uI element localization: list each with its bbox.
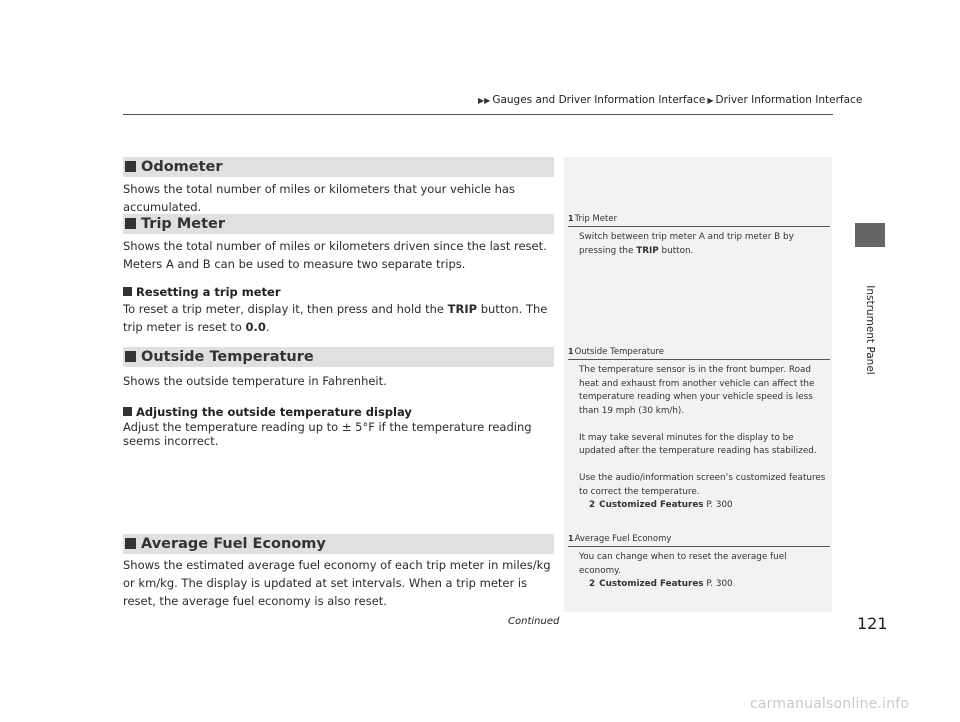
odometer-text: Shows the total number of miles or kilometers that your vehicle has accumulated. <box>123 182 515 214</box>
avg-fuel-text: Shows the estimated average fuel economy of each trip meter in miles/kg or km/kg. The display is updated at set intervals. When a trip meter is reset, the average fuel economy is also reset. <box>123 558 551 608</box>
square-bullet-icon <box>125 161 136 172</box>
adjusting-temp-text: Adjust the temperature reading up to ± 5°F if the temperature reading seems incorrect. <box>123 420 532 448</box>
subheading-adjusting-temp <box>123 405 412 419</box>
trip-button-label: TRIP <box>447 302 478 316</box>
square-bullet-icon <box>123 287 132 296</box>
note-title <box>568 347 830 360</box>
note-title-text: Average Fuel Economy <box>574 534 672 544</box>
note-body <box>568 547 830 592</box>
reference-arrow-icon: 2 <box>589 579 596 589</box>
text-segment: . <box>265 320 270 334</box>
reference-label: Customized Features <box>599 579 704 589</box>
heading-text: Trip Meter <box>141 216 226 232</box>
cross-reference-link[interactable] <box>579 578 830 592</box>
note-title-text: Outside Temperature <box>574 347 664 357</box>
note-body <box>568 360 830 513</box>
breadcrumb <box>476 94 862 106</box>
header-rule <box>123 114 833 115</box>
square-bullet-icon <box>123 407 132 416</box>
note-title <box>568 214 830 227</box>
outside-temp-text: Shows the outside temperature in Fahrenheit. <box>123 374 387 388</box>
note-title-text: Trip Meter <box>574 214 618 224</box>
text-segment: Use the audio/information screen’s customized features to correct the temperature. <box>579 473 826 497</box>
breadcrumb-part-2[interactable]: Driver Information Interface <box>715 94 863 106</box>
reference-page: P. 300 <box>706 579 733 589</box>
reference-arrow-icon: 2 <box>589 500 596 510</box>
text-segment: button. The trip meter is reset to <box>123 302 548 334</box>
square-bullet-icon <box>125 351 136 362</box>
text-segment: You can change when to reset the average fuel economy. <box>579 552 787 576</box>
heading-text: Average Fuel Economy <box>141 536 326 552</box>
reference-label: Customized Features <box>599 500 704 510</box>
continued-label: Continued <box>508 616 560 627</box>
text-segment: To reset a trip meter, display it, then press and hold the <box>123 302 444 316</box>
breadcrumb-part-1[interactable]: Gauges and Driver Information Interface <box>492 94 706 106</box>
section-heading-average-fuel-economy <box>123 534 554 554</box>
note-paragraph: The temperature sensor is in the front bumper. Road heat and exhaust from another vehicle can affect the temperature reading when your vehicle speed is less than 19 mph (30 km/h). <box>579 365 815 416</box>
reset-value: 0.0 <box>245 320 266 334</box>
heading-text: Outside Temperature <box>141 349 314 365</box>
note-outside-temperature <box>568 347 830 513</box>
note-marker-icon: 1 <box>568 534 574 543</box>
note-average-fuel-economy <box>568 534 830 592</box>
page-number: 121 <box>857 614 888 633</box>
square-bullet-icon <box>125 218 136 229</box>
heading-text: Odometer <box>141 159 223 175</box>
trip-button-label: TRIP <box>636 245 659 256</box>
text-segment: Switch between trip meter A and trip meter B by pressing the <box>579 232 794 256</box>
section-heading-odometer <box>123 157 554 177</box>
arrow-icon: ▶ <box>707 96 714 105</box>
note-trip-meter <box>568 214 830 258</box>
note-title <box>568 534 830 547</box>
text-segment: button. <box>661 245 694 256</box>
double-arrow-icon: ▶▶ <box>478 96 491 105</box>
note-marker-icon: 1 <box>568 214 574 223</box>
section-heading-outside-temperature <box>123 347 554 367</box>
note-body <box>568 227 830 258</box>
note-paragraph <box>579 551 830 592</box>
section-heading-trip-meter <box>123 214 554 234</box>
subheading-resetting-trip <box>123 285 281 299</box>
note-paragraph: It may take several minutes for the display to be updated after the temperature reading has stabilized. <box>579 432 817 456</box>
subheading-text: Adjusting the outside temperature display <box>136 405 412 419</box>
note-marker-icon: 1 <box>568 347 574 356</box>
square-bullet-icon <box>125 538 136 549</box>
chapter-label: Instrument Panel <box>864 285 876 375</box>
trip-meter-text: Shows the total number of miles or kilometers driven since the last reset. Meters A and B can be used to measure two separate trips. <box>123 239 547 271</box>
resetting-trip-text <box>123 300 563 336</box>
reference-page: P. 300 <box>706 500 733 510</box>
cross-reference-link[interactable] <box>579 499 830 513</box>
subheading-text: Resetting a trip meter <box>136 285 281 299</box>
watermark: carmanualsonline.info <box>750 696 910 712</box>
note-paragraph <box>579 472 830 513</box>
chapter-tab-marker <box>855 223 885 247</box>
